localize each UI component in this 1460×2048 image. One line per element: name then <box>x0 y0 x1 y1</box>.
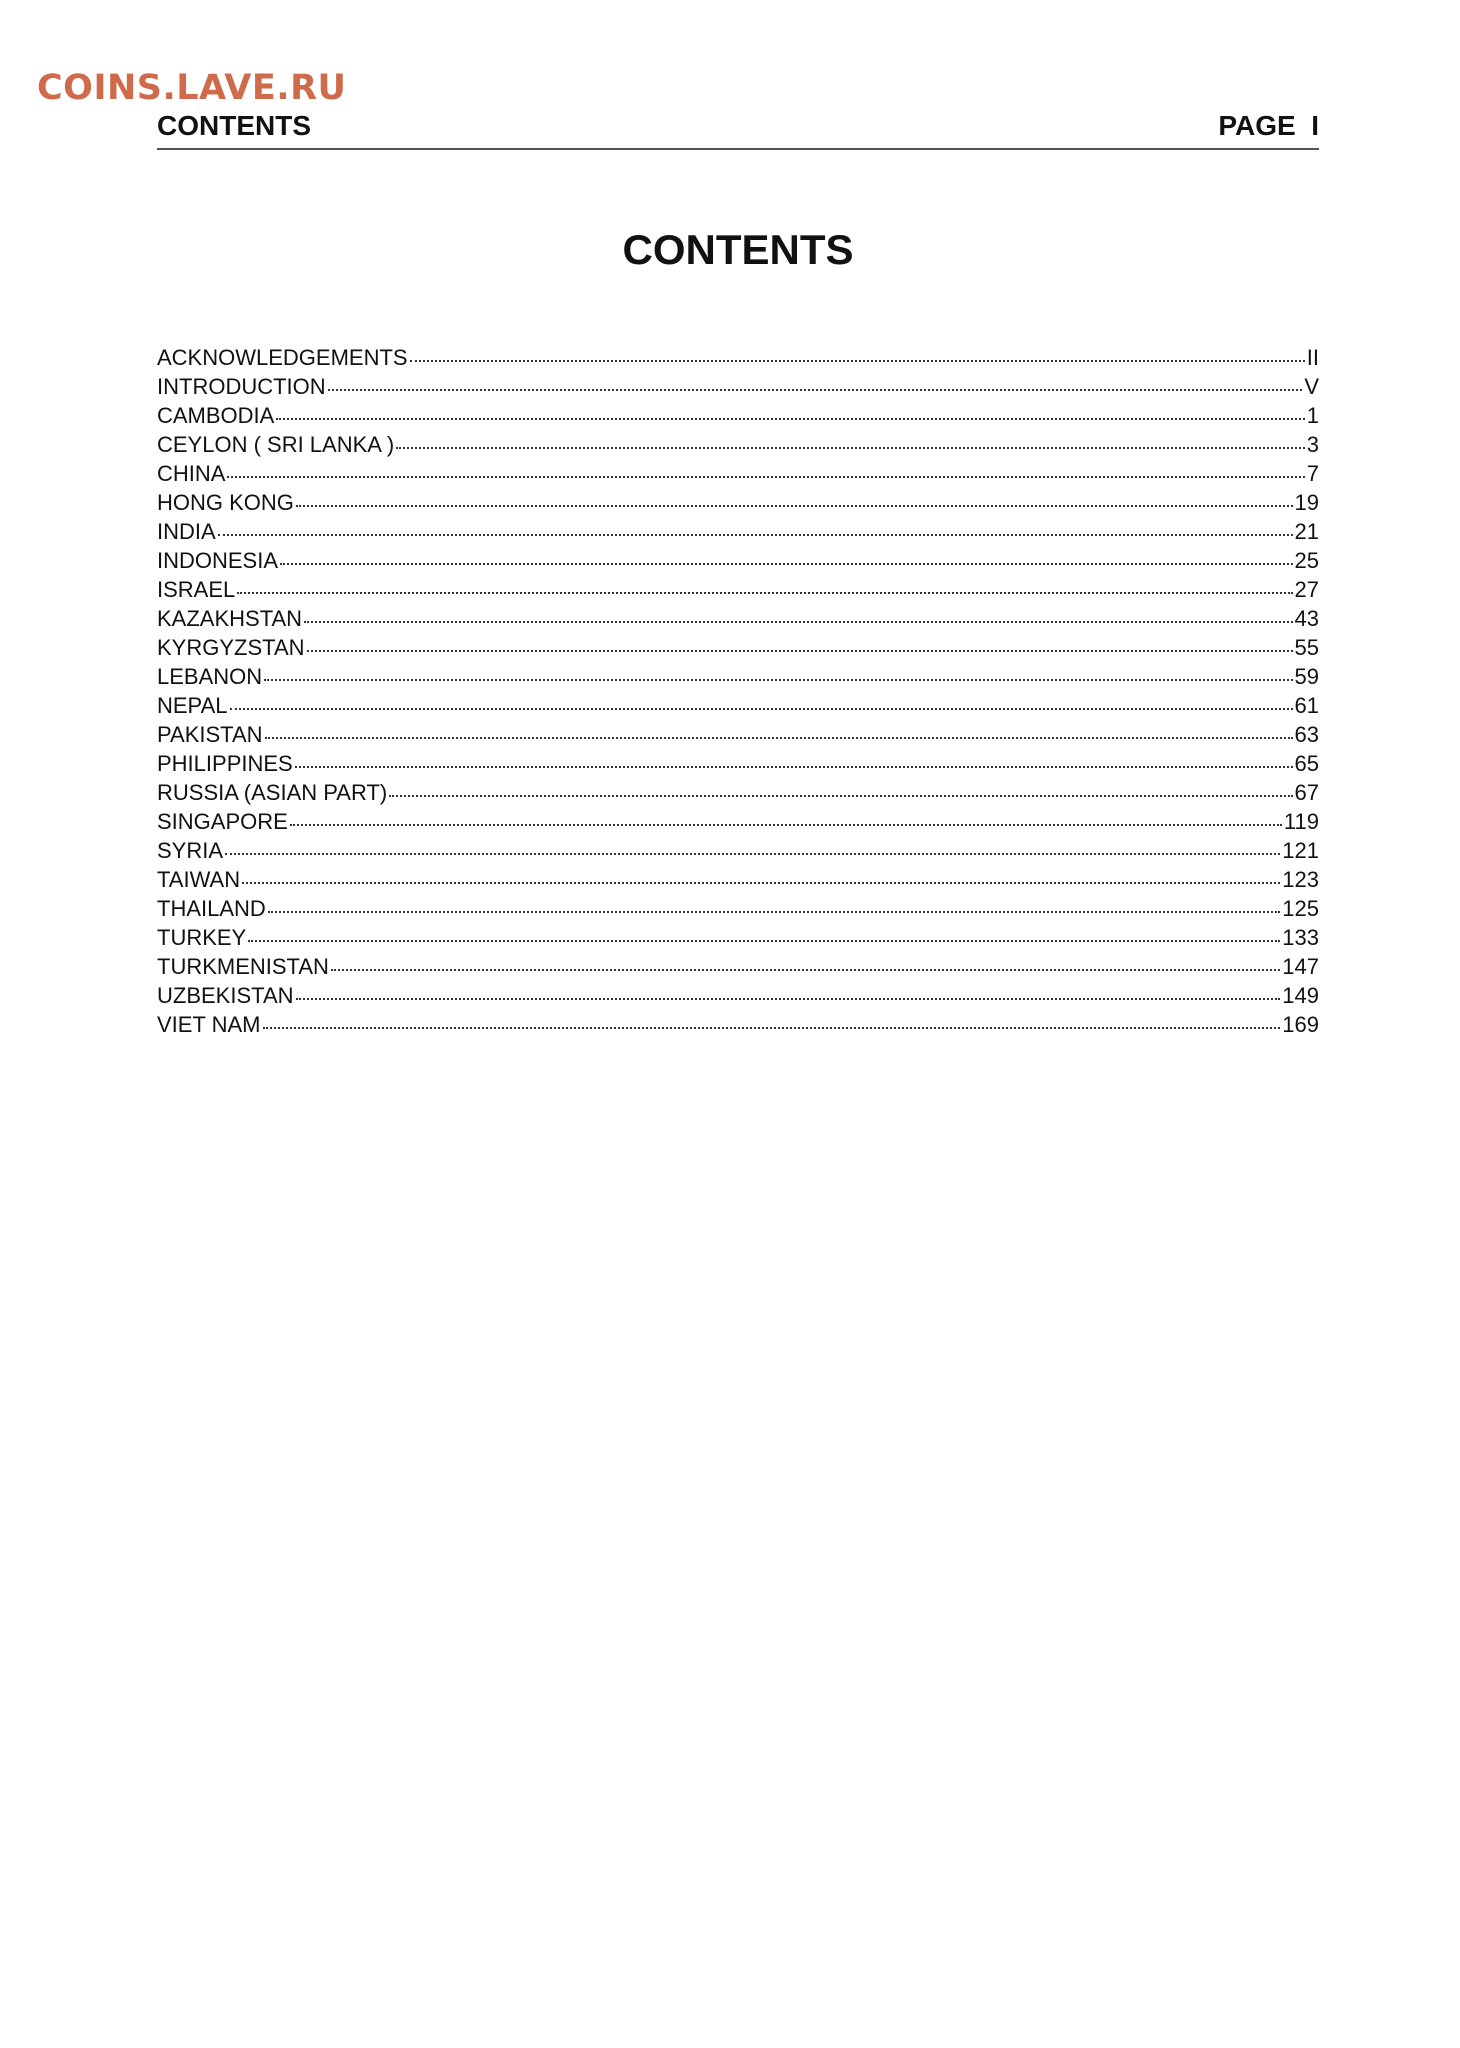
toc-entry[interactable] <box>157 807 1319 836</box>
toc-entry[interactable] <box>157 720 1319 749</box>
toc-entry-page: 119 <box>1283 809 1319 834</box>
toc-entry-page: 21 <box>1294 519 1319 544</box>
toc-entry[interactable] <box>157 401 1319 430</box>
toc-entry-label: CAMBODIA <box>157 403 275 428</box>
toc-entry-label: SINGAPORE <box>157 809 288 834</box>
toc-entry-page: 61 <box>1294 693 1319 718</box>
running-head <box>157 108 1319 150</box>
toc-entry-label: SYRIA <box>157 838 224 863</box>
toc-entry[interactable] <box>157 662 1319 691</box>
toc-entry[interactable] <box>157 836 1319 865</box>
toc-entry[interactable] <box>157 865 1319 894</box>
toc-leader-dots <box>242 882 1280 884</box>
toc-entry-label: TAIWAN <box>157 867 241 892</box>
toc-leader-dots <box>307 650 1293 652</box>
toc-entry[interactable] <box>157 575 1319 604</box>
running-head-page <box>1218 108 1319 144</box>
toc-leader-dots <box>280 563 1292 565</box>
toc-entry[interactable] <box>157 517 1319 546</box>
toc-leader-dots <box>237 592 1292 594</box>
toc-entry-page: 149 <box>1282 983 1319 1008</box>
table-of-contents <box>157 343 1319 1039</box>
toc-entry-page: 65 <box>1294 751 1319 776</box>
toc-leader-dots <box>268 911 1280 913</box>
running-head-page-word: PAGE <box>1218 110 1296 141</box>
toc-entry-label: CHINA <box>157 461 226 486</box>
toc-leader-dots <box>218 534 1293 536</box>
toc-entry-page: 123 <box>1282 867 1319 892</box>
toc-entry[interactable] <box>157 430 1319 459</box>
toc-entry-label: THAILAND <box>157 896 266 921</box>
toc-entry[interactable] <box>157 778 1319 807</box>
toc-entry-label: ISRAEL <box>157 577 236 602</box>
toc-entry[interactable] <box>157 546 1319 575</box>
toc-entry-label: ACKNOWLEDGEMENTS <box>157 345 408 370</box>
toc-leader-dots <box>248 940 1280 942</box>
toc-entry-label: UZBEKISTAN <box>157 983 294 1008</box>
toc-leader-dots <box>396 447 1305 449</box>
toc-entry-label: RUSSIA (ASIAN PART) <box>157 780 388 805</box>
toc-entry[interactable] <box>157 1010 1319 1039</box>
toc-entry-label: INDONESIA <box>157 548 279 573</box>
toc-entry-page: 7 <box>1306 461 1319 486</box>
toc-entry-page: 147 <box>1282 954 1319 979</box>
toc-leader-dots <box>389 795 1292 797</box>
toc-leader-dots <box>263 1027 1281 1029</box>
toc-leader-dots <box>296 998 1281 1000</box>
toc-entry[interactable] <box>157 488 1319 517</box>
toc-entry-page: 125 <box>1282 896 1319 921</box>
toc-entry-label: KAZAKHSTAN <box>157 606 303 631</box>
toc-entry-page: 133 <box>1282 925 1319 950</box>
toc-leader-dots <box>230 708 1293 710</box>
toc-entry-page: 121 <box>1282 838 1319 863</box>
toc-entry[interactable] <box>157 459 1319 488</box>
toc-leader-dots <box>328 389 1303 391</box>
toc-entry-page: 67 <box>1294 780 1319 805</box>
toc-entry-label: TURKMENISTAN <box>157 954 329 979</box>
toc-leader-dots <box>331 969 1280 971</box>
toc-entry-label: CEYLON ( SRI LANKA ) <box>157 432 395 457</box>
toc-entry-label: TURKEY <box>157 925 247 950</box>
watermark: COINS.LAVE.RU <box>37 68 347 108</box>
toc-entry-label: HONG KONG <box>157 490 294 515</box>
toc-entry-label: NEPAL <box>157 693 228 718</box>
toc-entry-label: KYRGYZSTAN <box>157 635 305 660</box>
toc-entry-page: 169 <box>1282 1012 1319 1037</box>
toc-entry-label: PAKISTAN <box>157 722 263 747</box>
toc-entry[interactable] <box>157 633 1319 662</box>
toc-entry-page: 43 <box>1294 606 1319 631</box>
toc-entry-page: 63 <box>1294 722 1319 747</box>
toc-entry[interactable] <box>157 749 1319 778</box>
toc-entry-label: PHILIPPINES <box>157 751 293 776</box>
toc-entry-page: 3 <box>1306 432 1319 457</box>
toc-entry-page: 19 <box>1294 490 1319 515</box>
toc-entry-page: 27 <box>1294 577 1319 602</box>
toc-leader-dots <box>410 360 1305 362</box>
toc-entry-page: V <box>1304 374 1319 399</box>
toc-entry-label: LEBANON <box>157 664 263 689</box>
toc-entry-page: 59 <box>1294 664 1319 689</box>
toc-entry[interactable] <box>157 691 1319 720</box>
running-head-title: CONTENTS <box>157 110 311 141</box>
toc-leader-dots <box>265 737 1293 739</box>
toc-leader-dots <box>295 766 1293 768</box>
running-head-page-number: I <box>1311 110 1319 141</box>
toc-leader-dots <box>290 824 1282 826</box>
toc-entry-label: VIET NAM <box>157 1012 261 1037</box>
toc-leader-dots <box>276 418 1304 420</box>
toc-entry[interactable] <box>157 923 1319 952</box>
toc-entry[interactable] <box>157 894 1319 923</box>
toc-leader-dots <box>225 853 1280 855</box>
toc-entry-label: INDIA <box>157 519 216 544</box>
toc-entry[interactable] <box>157 952 1319 981</box>
toc-entry[interactable] <box>157 343 1319 372</box>
toc-entry-page: 55 <box>1294 635 1319 660</box>
toc-leader-dots <box>304 621 1292 623</box>
toc-leader-dots <box>264 679 1292 681</box>
toc-entry-page: II <box>1306 345 1319 370</box>
toc-leader-dots <box>227 476 1304 478</box>
page-title: CONTENTS <box>622 226 854 273</box>
toc-leader-dots <box>296 505 1293 507</box>
toc-entry[interactable] <box>157 981 1319 1010</box>
toc-entry[interactable] <box>157 372 1319 401</box>
toc-entry-page: 1 <box>1306 403 1319 428</box>
toc-entry-page: 25 <box>1294 548 1319 573</box>
toc-entry-label: INTRODUCTION <box>157 374 326 399</box>
toc-entry[interactable] <box>157 604 1319 633</box>
